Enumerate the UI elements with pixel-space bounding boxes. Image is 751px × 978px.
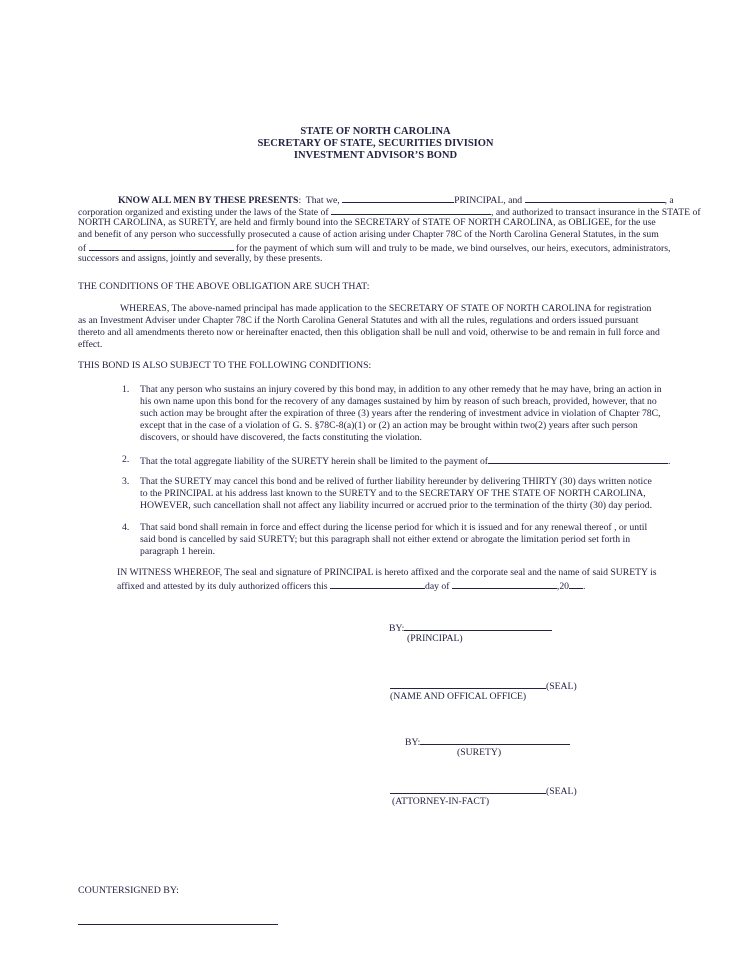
text-run: , a <box>664 195 674 206</box>
text-run: discovers, or should have discovered, the facts constituting the violation. <box>140 432 422 443</box>
condition-item-4 <box>78 522 673 558</box>
text-run: corporation organized and existing under the laws of the State of <box>78 207 331 218</box>
surety-signature-line <box>405 735 673 747</box>
text-line <box>117 579 673 591</box>
text-run: PRINCIPAL, and <box>454 195 525 206</box>
text-run: his own name upon this bond for the recovery of any damages sustained by him by reason of such breach, provided, however, that no <box>140 396 657 407</box>
fill-in-blank <box>342 193 454 203</box>
name-office-seal-block <box>390 679 673 703</box>
text-line <box>78 217 673 229</box>
text-line <box>405 735 673 747</box>
text-line <box>140 488 673 500</box>
condition-item-2 <box>78 454 673 466</box>
text-line <box>78 303 673 315</box>
text-line <box>390 679 673 691</box>
text-run: effect. <box>78 339 103 350</box>
fill-in-blank <box>331 205 491 215</box>
item-text-4 <box>140 522 673 558</box>
text-line <box>140 534 673 546</box>
text-line <box>140 432 673 444</box>
countersign-line <box>78 915 673 927</box>
item-text-2 <box>140 454 673 466</box>
principal-label: (PRINCIPAL) <box>407 633 463 644</box>
document-title <box>78 126 673 162</box>
principal-signature-line <box>389 621 673 633</box>
surety-label: (SURETY) <box>457 747 502 758</box>
text-line <box>78 229 673 241</box>
fill-in-blank <box>390 679 546 689</box>
text-run: (SEAL) <box>546 786 577 797</box>
title-line-2: SECRETARY OF STATE, SECURITIES DIVISION <box>257 138 494 149</box>
text-run: NORTH CAROLINA, as SURETY, are held and firmly bound into the SECRETARY of STATE OF NORTH CAROLINA, as OBLIGEE, for the use <box>78 217 656 228</box>
attorney-label: (ATTORNEY-IN-FACT) <box>392 796 490 807</box>
text-run: : That we, <box>298 195 343 206</box>
text-run: WHEREAS, The above-named principal has made application to the SECRETARY OF STATE OF NORTH CAROLINA for registration <box>120 303 652 314</box>
text-line <box>78 205 701 218</box>
fill-in-blank <box>404 621 552 631</box>
text-line <box>78 339 673 351</box>
text-run: as an Investment Adviser under Chapter 78C if the North Carolina General Statutes and with all the rules, regulations and orders issued pursuant <box>78 315 639 326</box>
text-run: BY: <box>389 623 405 634</box>
text-run: That the SURETY may cancel this bond and be relived of further liability hereunder by delivering THIRTY (30) days written notice <box>140 476 652 487</box>
item-number-1: 1. <box>122 384 130 395</box>
attorney-seal-line <box>390 784 673 796</box>
text-line <box>140 384 673 396</box>
subject-heading: THIS BOND IS ALSO SUBJECT TO THE FOLLOWING CONDITIONS: <box>78 360 372 371</box>
opening-paragraph <box>78 193 701 265</box>
text-line <box>140 396 673 408</box>
principal-signature-block <box>389 621 673 645</box>
countersign-section <box>78 885 673 927</box>
text-line <box>78 915 673 927</box>
whereas-paragraph <box>78 303 673 351</box>
text-run: of <box>78 243 89 254</box>
fill-in-blank <box>569 579 583 589</box>
text-line <box>78 327 673 339</box>
text-run: to the PRINCIPAL at his address last known to the SURETY and to the SECRETARY OF THE STATE OF NORTH CAROLINA, <box>140 488 646 499</box>
item-number-4: 4. <box>122 522 130 533</box>
text-run: successors and assigns, jointly and severally, by these presents. <box>78 253 323 264</box>
countersigned-label: COUNTERSIGNED BY: <box>78 885 179 896</box>
text-line <box>390 784 673 796</box>
text-run: . <box>668 456 671 467</box>
fill-in-blank <box>89 241 234 251</box>
text-line <box>140 500 673 512</box>
text-line <box>140 476 673 488</box>
fill-in-blank <box>390 784 546 794</box>
item-text-1 <box>140 384 673 444</box>
condition-item-1 <box>78 384 673 444</box>
item-number-2: 2. <box>122 454 130 465</box>
attorney-seal-block <box>390 784 673 808</box>
conditions-list <box>78 384 673 558</box>
text-line <box>78 315 673 327</box>
text-line <box>78 193 673 205</box>
text-run: . <box>583 581 586 592</box>
text-run: affixed and attested by its duly authorized officers this <box>117 581 330 592</box>
text-run: for the payment of which sum will and truly to be made, we bind ourselves, our heirs, executors, administrators, <box>233 243 671 254</box>
indent-spacer <box>78 310 120 311</box>
text-run: paragraph 1 herein. <box>140 546 216 557</box>
fill-in-blank <box>452 579 557 589</box>
fill-in-blank <box>488 454 668 464</box>
text-run: and benefit of any person who successfully prosecuted a cause of action arising under Chapter 78C of the North Carolina General Statutes, in the sum <box>78 229 659 240</box>
item-number-3: 3. <box>122 476 130 487</box>
text-run: said bond is cancelled by said SURETY; but this paragraph shall not either extend or abrogate the limitation period set forth in <box>140 534 631 545</box>
text-run: except that in the case of a violation of G. S. §78C-8(a)(1) or (2) an action may be brought within two(2) years after such person <box>140 420 638 431</box>
fill-in-blank <box>525 193 665 203</box>
text-run: IN WITNESS WHEREOF, The seal and signature of PRINCIPAL is hereto affixed and the corporate seal and the name of said SURETY is <box>117 567 657 578</box>
text-line <box>140 522 673 534</box>
text-line <box>78 241 673 253</box>
fill-in-blank <box>420 735 570 745</box>
text-line <box>140 420 673 432</box>
condition-item-3 <box>78 476 673 512</box>
item-text-3 <box>140 476 673 512</box>
text-run: such action may be brought after the expiration of three (3) years after the rendering of investment advice in violation of Chapter 78C, <box>140 408 661 419</box>
conditions-heading: THE CONDITIONS OF THE ABOVE OBLIGATION ARE SUCH THAT: <box>78 281 370 292</box>
text-run: (SEAL) <box>546 681 577 692</box>
name-office-seal-line <box>390 679 673 691</box>
surety-signature-block <box>405 735 673 759</box>
fill-in-blank <box>78 915 278 925</box>
text-run: That said bond shall remain in force and effect during the license period for which it is issued and for any renewal thereof , or until <box>140 522 648 533</box>
title-line-1: STATE OF NORTH CAROLINA <box>300 126 451 137</box>
text-run: ,20 <box>556 581 569 592</box>
text-line <box>78 253 673 265</box>
text-run: BY: <box>405 737 421 748</box>
indent-spacer <box>78 202 118 203</box>
text-line <box>117 567 673 579</box>
fill-in-blank <box>330 579 425 589</box>
text-line <box>140 454 673 466</box>
text-run: That the total aggregate liability of the SURETY herein shall be limited to the payment of <box>140 456 489 467</box>
text-line <box>140 546 673 558</box>
text-run: thereto and all amendments thereto now or hereinafter enacted, then this obligation shall be null and void, otherwise to be and remain in full force and <box>78 327 660 338</box>
title-line-3: INVESTMENT ADVISOR’S BOND <box>293 150 458 161</box>
text-line <box>389 621 673 633</box>
name-office-label: (NAME AND OFFICAL OFFICE) <box>390 691 527 702</box>
text-run: day of <box>424 581 452 592</box>
text-run: , and authorized to transact insurance in the STATE of <box>490 207 701 218</box>
text-run: That any person who sustains an injury covered by this bond may, in addition to any other remedy that he may have, bring an action in <box>140 384 662 395</box>
witness-paragraph <box>117 567 673 591</box>
text-run: HOWEVER, such cancellation shall not affect any liability incurred or accrued prior to the termination of the thirty (30) day period. <box>140 500 653 511</box>
text-line <box>140 408 673 420</box>
bold-text-run: KNOW ALL MEN BY THESE PRESENTS <box>118 195 299 206</box>
